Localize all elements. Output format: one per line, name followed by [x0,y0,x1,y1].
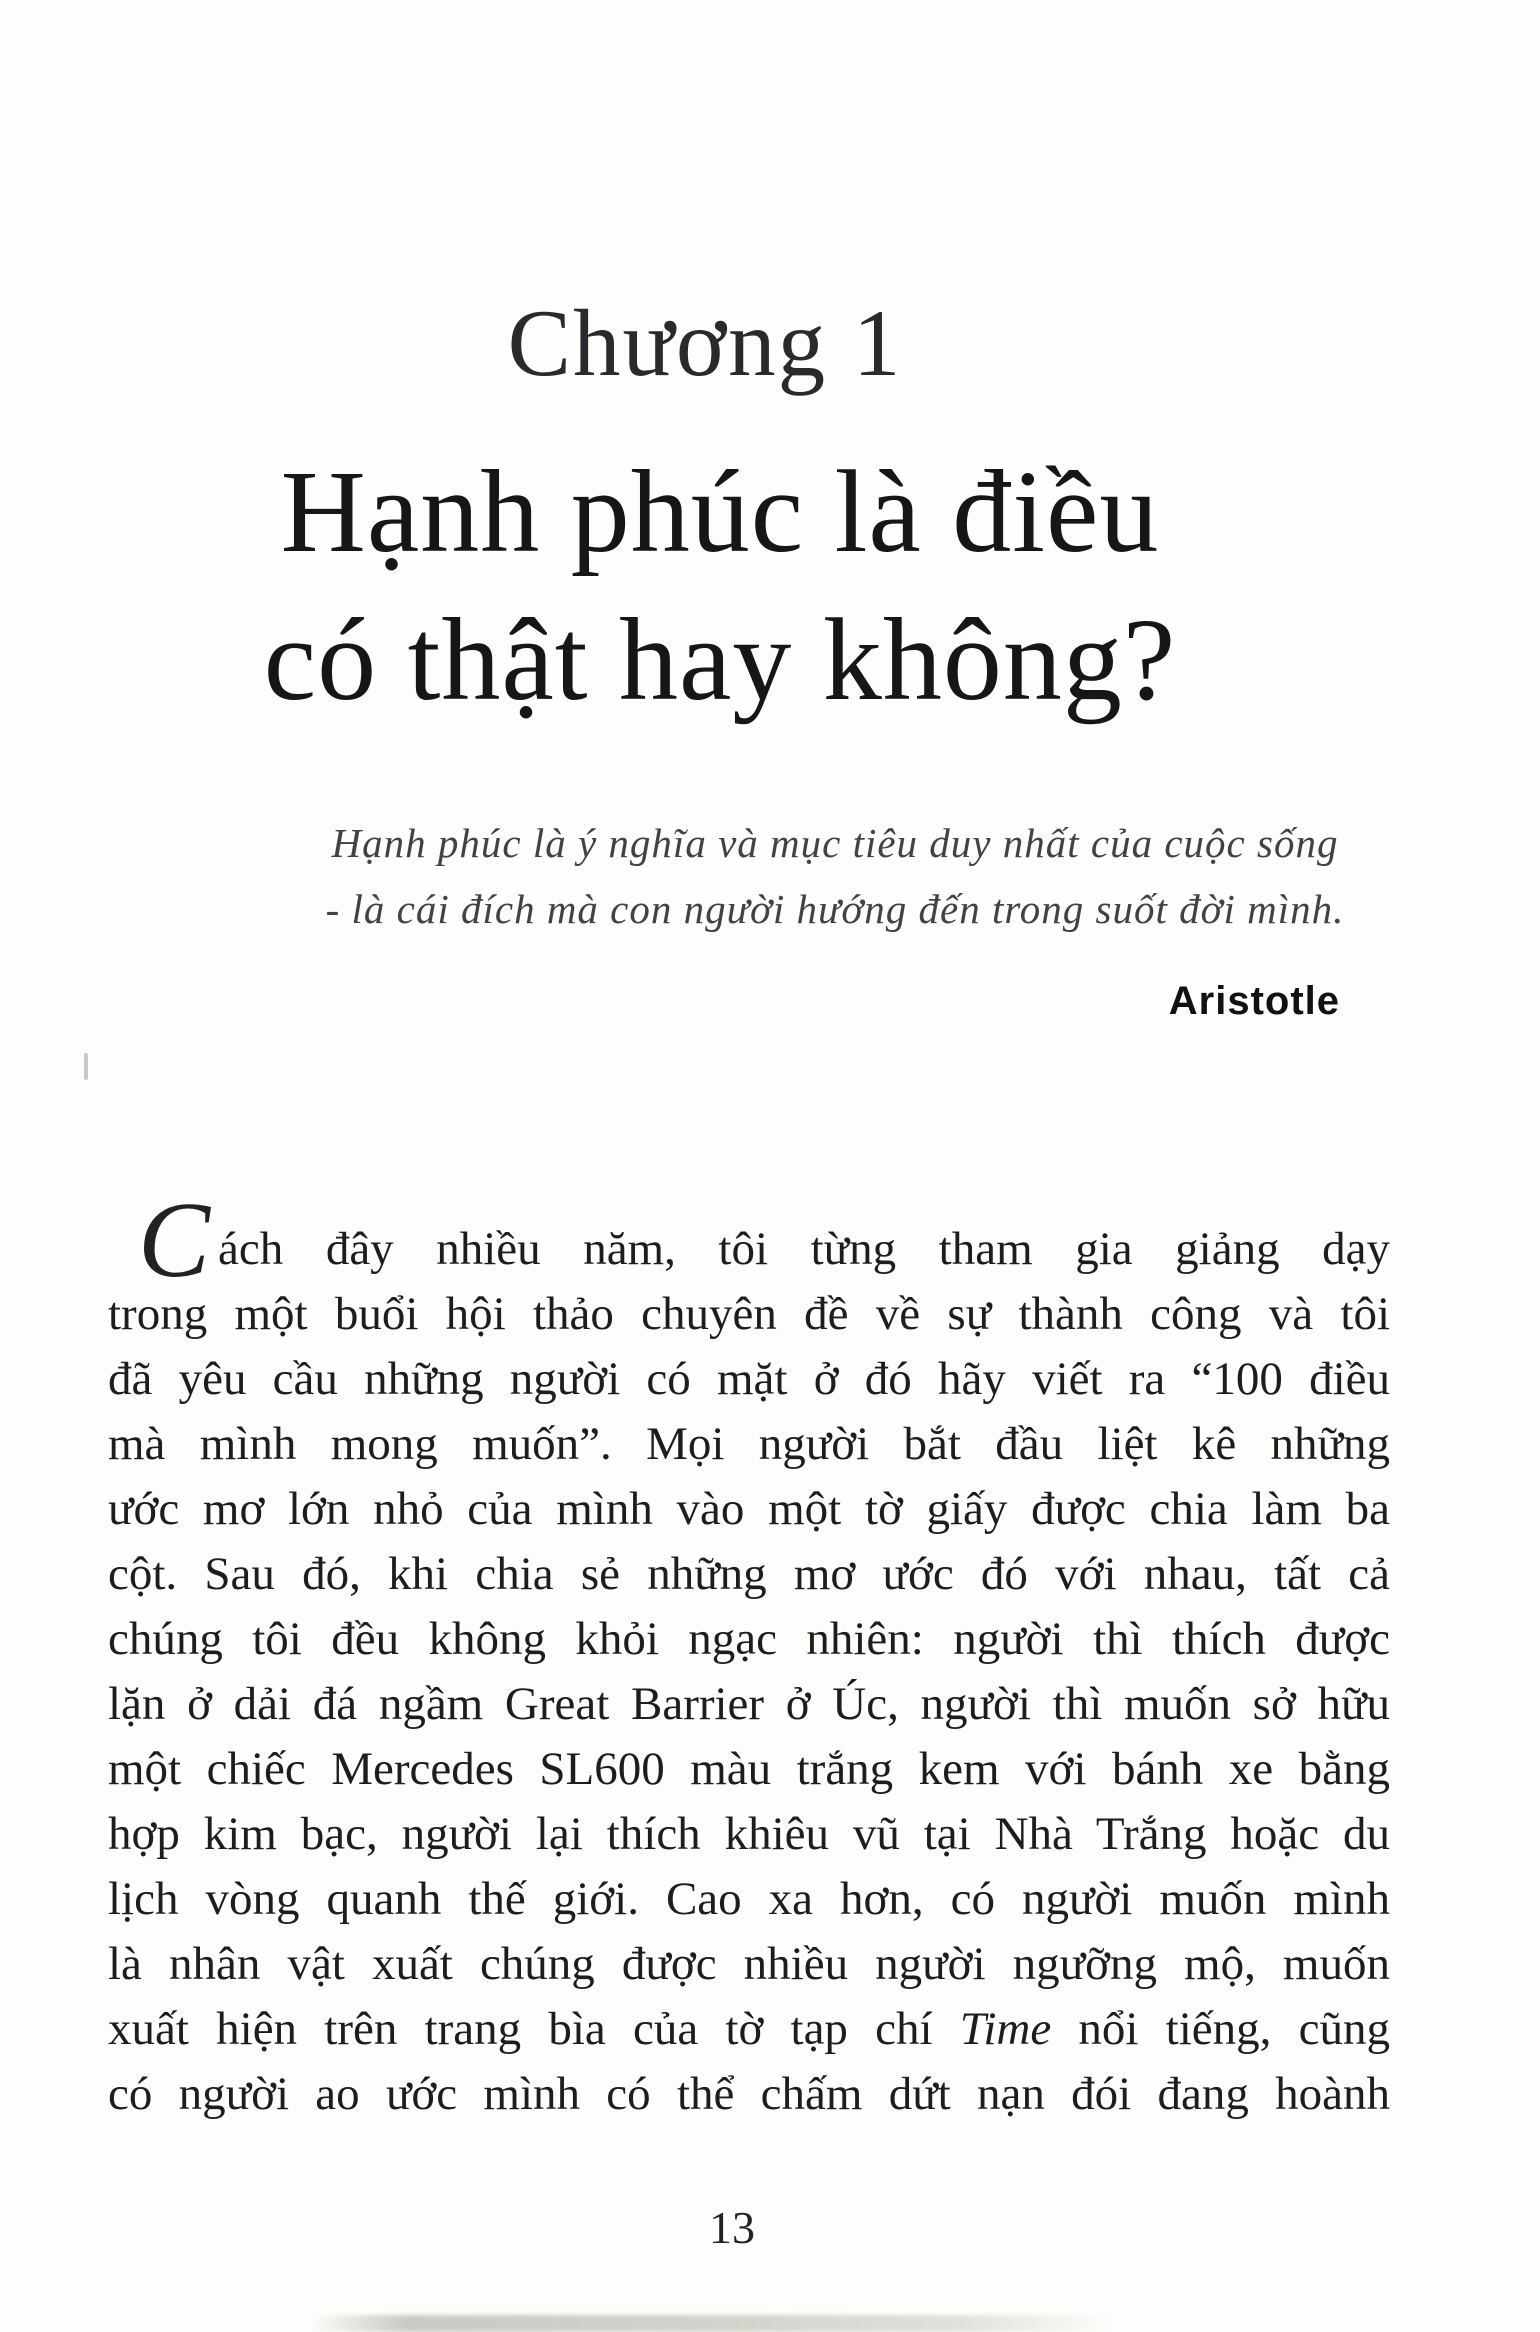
body-line: đã yêu cầu những người có mặt ở đó hãy viết ra “100 điều [108,1353,1390,1405]
body-line-text: nổi tiếng, cũng [1051,2003,1390,2055]
body-line: chúng tôi đều không khỏi ngạc nhiên: người thì thích được [108,1613,1390,1665]
epigraph-quote-line-1: Hạnh phúc là ý nghĩa và mục tiêu duy nhất của cuộc sống [331,820,1339,866]
body-paragraph [108,1181,1390,2127]
body-line [108,1997,1390,2062]
body-line: lặn ở dải đá ngầm Great Barrier ở Úc, người thì muốn sở hữu [108,1678,1390,1730]
epigraph-quote [320,810,1350,942]
body-line-text: xuất hiện trên trang bìa của tờ tạp chí [108,2003,960,2055]
body-line: có người ao ước mình có thể chấm dứt nạn đói đang hoành [108,2068,1390,2120]
body-line: hợp kim bạc, người lại thích khiêu vũ tại Nhà Trắng hoặc du [108,1808,1390,1860]
body-line [108,1181,1390,1300]
chapter-title-line-1: Hạnh phúc là điều [280,446,1160,577]
body-line-text: ách đây nhiều năm, tôi từng tham gia giảng dạy [218,1223,1390,1275]
chapter-title [0,438,1440,734]
page-number: 13 [709,2202,755,2253]
body-line: ước mơ lớn nhỏ của mình vào một tờ giấy được chia làm ba [108,1483,1390,1535]
drop-cap: C [138,1181,211,1300]
body-line: là nhân vật xuất chúng được nhiều người ngưỡng mộ, muốn [108,1938,1390,1990]
scan-artifact-smudge [310,2315,1115,2332]
chapter-label: Chương 1 [507,290,903,396]
chapter-title-line-2: có thật hay không? [263,594,1177,725]
epigraph-quote-line-2: - là cái đích mà con người hướng đến trong suốt đời mình. [325,886,1345,932]
quote-attribution: Aristotle [1168,979,1340,1023]
scan-artifact-mark [84,1053,88,1080]
body-line: mà mình mong muốn”. Mọi người bắt đầu liệt kê những [108,1418,1390,1470]
body-line: trong một buổi hội thảo chuyên đề về sự thành công và tôi [108,1288,1390,1340]
body-line: cột. Sau đó, khi chia sẻ những mơ ước đó với nhau, tất cả [108,1548,1390,1600]
magazine-name-italic: Time [959,2003,1052,2055]
body-line: lịch vòng quanh thế giới. Cao xa hơn, có người muốn mình [108,1873,1390,1925]
body-line: một chiếc Mercedes SL600 màu trắng kem với bánh xe bằng [108,1743,1390,1795]
